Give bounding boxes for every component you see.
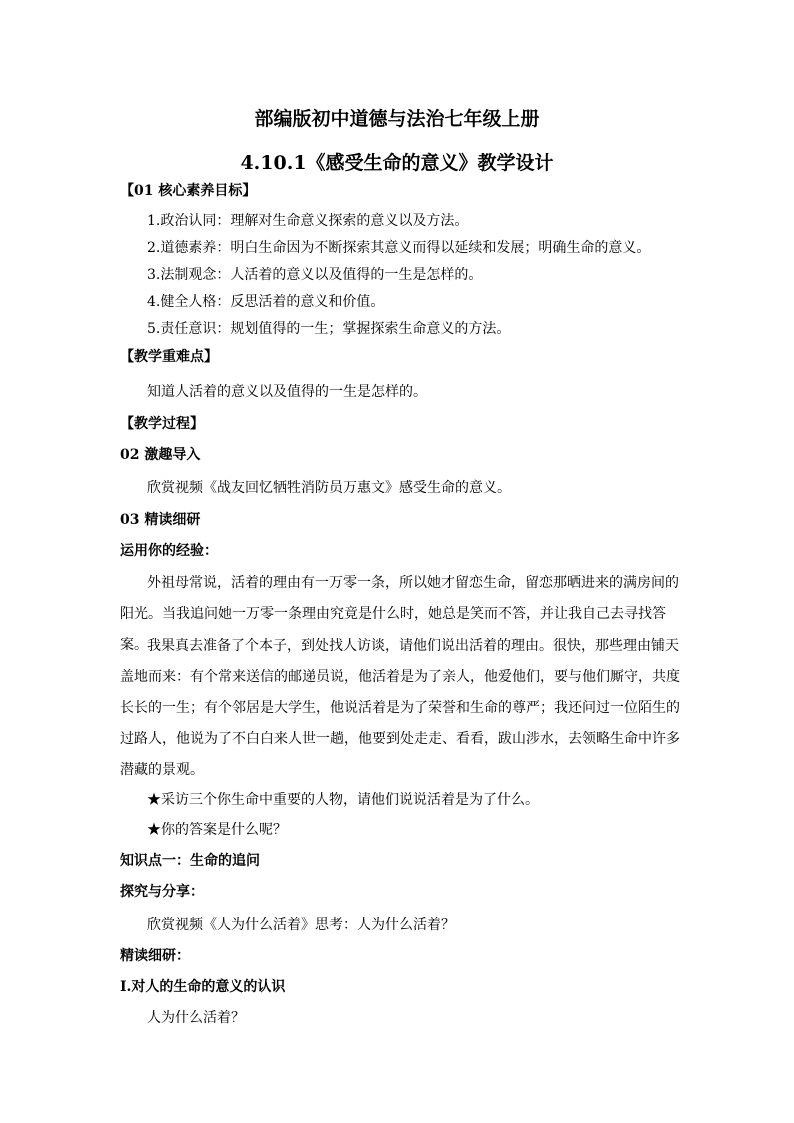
deep-reading-subheading: I.对人的生命的意义的认识 xyxy=(120,979,286,995)
goal-item-4: 4.健全人格：反思活着的意义和价值。 xyxy=(147,294,385,310)
explore-text: 欣赏视频《人为什么活着》思考：人为什么活着？ xyxy=(147,917,455,933)
deep-reading-question: 人为什么活着？ xyxy=(147,1010,245,1026)
reading-subheading: 运用你的经验： xyxy=(120,543,218,559)
reading-paragraph-2: 我果真去准备了个本子，到处找人访谈，请他们说出活着的理由。很快，那些理由铺天盖地而来：有个常来送信的邮递员说，他活着是为了亲人，他爱他们，要与他们厮守，共度长长的一生；有个邻居是大学生，他说活着是为了荣誉和生命的尊严；我还问过一位陌生的过路人，他说为了不白白来人世一趟，他要到处走走、看看，跋山涉水，去领略生命中许多潜藏的景观。 xyxy=(120,638,680,778)
intro-heading: 02 激趣导入 xyxy=(120,447,201,463)
goal-item-3: 3.法制观念：人活着的意义以及值得的一生是怎样的。 xyxy=(147,267,483,283)
goal-item-1: 1.政治认同：理解对生命意义探索的意义以及方法。 xyxy=(147,213,469,229)
reading-heading: 03 精读细研 xyxy=(120,512,201,528)
section-heading-goals: 【01 核心素养目标】 xyxy=(120,183,257,199)
intro-text: 欣赏视频《战友回忆牺牲消防员万惠文》感受生命的意义。 xyxy=(147,480,511,496)
knowledge-heading: 知识点一：生命的追问 xyxy=(120,853,260,869)
explore-heading: 探究与分享： xyxy=(120,884,204,900)
task-star-1: ★采访三个你生命中重要的人物，请他们说说活着是为了什么。 xyxy=(147,792,539,808)
reading-paragraph-1: 外祖母常说，活着的理由有一万零一条，所以她才留恋生命，留恋那晒进来的满房间的阳光。当我追问她一万零一条理由究竟是什么时，她总是笑而不答，并让我自己去寻找答案。 xyxy=(120,575,679,653)
deep-reading-heading: 精读细研： xyxy=(120,948,190,964)
keypoints-text: 知道人活着的意义以及值得的一生是怎样的。 xyxy=(147,384,427,400)
goal-item-5: 5.责任意识：规划值得的一生；掌握探索生命意义的方法。 xyxy=(147,321,511,337)
document-subtitle: 4.10.1《感受生命的意义》教学设计 xyxy=(240,152,554,174)
document-title: 部编版初中道德与法治七年级上册 xyxy=(254,108,540,130)
section-heading-keypoints: 【教学重难点】 xyxy=(120,349,218,365)
goal-item-2: 2.道德素养：明白生命因为不断探索其意义而得以延续和发展；明确生命的意义。 xyxy=(147,240,651,256)
section-heading-process: 【教学过程】 xyxy=(120,416,204,432)
task-star-2: ★你的答案是什么呢？ xyxy=(147,822,287,838)
